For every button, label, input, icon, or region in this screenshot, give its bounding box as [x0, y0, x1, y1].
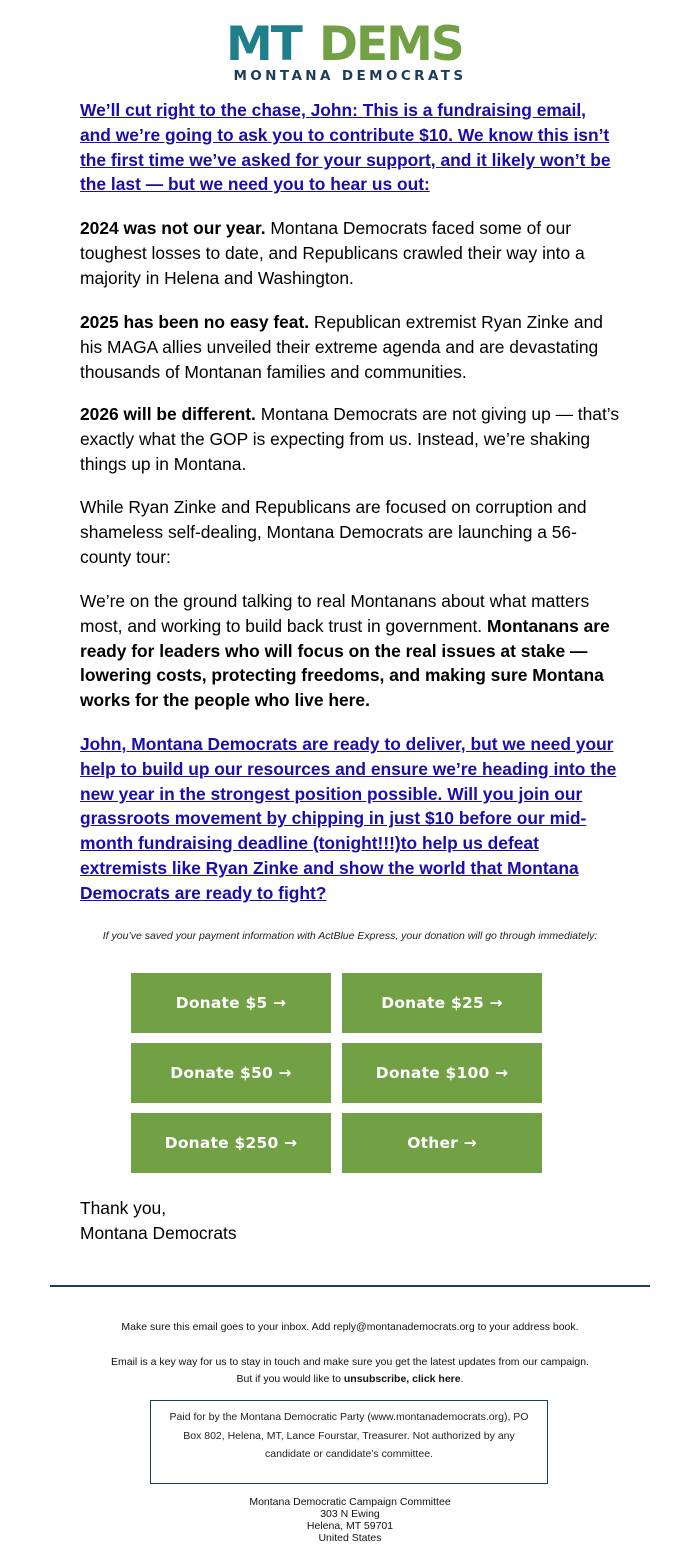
donate-100-button[interactable]: Donate $100 →: [342, 1043, 542, 1103]
paragraph-ground-bold: Montanans are ready for leaders who will focus on the real issues at stake — lowering costs, protecting freedoms, and making sure Montana works for the people who live here.: [80, 615, 610, 711]
donate-other-button[interactable]: Other →: [342, 1113, 542, 1173]
unsubscribe-prefix: But if you would like to: [236, 1373, 344, 1385]
unsubscribe-note: [0, 1354, 700, 1388]
address-line-org: Montana Democratic Campaign Committee: [249, 1496, 451, 1508]
logo-dems-text: DEMS: [319, 22, 463, 62]
donate-50-button[interactable]: Donate $50 →: [131, 1043, 331, 1103]
unsubscribe-line: [0, 1371, 700, 1388]
logo-mt-text: MT: [226, 22, 301, 62]
footer-divider: [50, 1285, 650, 1287]
unsubscribe-suffix: .: [460, 1373, 464, 1385]
paragraph-2026-text: Montana Democrats are not giving up — that’s exactly what the GOP is expecting from us. Instead, we’re shaking things up in Montana.: [80, 404, 620, 474]
signoff-sender: Montana Democrats: [80, 1222, 237, 1243]
paragraph-2026-bold: 2026 will be different.: [80, 404, 256, 424]
paragraph-2025-bold: 2025 has been no easy feat.: [80, 312, 310, 332]
stay-in-touch-text: Email is a key way for us to stay in touch and make sure you get the latest updates from our campaign.: [111, 1356, 589, 1368]
paragraph-ground: [80, 589, 620, 713]
mailing-address: [0, 1496, 700, 1544]
signoff-thanks: Thank you,: [80, 1198, 167, 1218]
paragraph-2024-text: Montana Democrats faced some of our toughest losses to date, and Republicans crawled their way into a majority in Helena and Washington.: [80, 218, 585, 288]
paid-for-disclaimer: Paid for by the Montana Democratic Party (www.montanademocrats.org), PO Box 802, Helena, MT, Lance Fourstar, Treasurer. Not authorized by any candidate or candidate’s committee.: [150, 1400, 548, 1484]
address-line-street: 303 N Ewing: [320, 1508, 380, 1520]
intro-link[interactable]: We’ll cut right to the chase, John: This is a fundraising email, and we’re going to ask you to contribute $10. We know this isn’t the first time we’ve asked for your support, and it likely won’t be the last — but we need you to hear us out:: [80, 100, 611, 195]
donate-250-button[interactable]: Donate $250 →: [131, 1113, 331, 1173]
paragraph-2025-text: Republican extremist Ryan Zinke and his MAGA allies unveiled their extreme agenda and are devastating thousands of Montanan families and communities.: [80, 312, 603, 382]
paragraph-2026: [80, 402, 620, 476]
signoff: [80, 1196, 237, 1246]
paragraph-2024: [80, 216, 620, 290]
inbox-note: Make sure this email goes to your inbox. Add reply@montanademocrats.org to your address book.: [121, 1321, 579, 1333]
actblue-note: If you’ve saved your payment information with ActBlue Express, your donation will go through immediately:: [102, 930, 598, 942]
paragraph-2024-bold: 2024 was not our year.: [80, 218, 266, 238]
logo-subtitle: MONTANA DEMOCRATS: [233, 68, 467, 84]
donate-25-button[interactable]: Donate $25 →: [342, 973, 542, 1033]
ask-link[interactable]: John, Montana Democrats are ready to deliver, but we need your help to build up our resources and ensure we’re heading into the new year in the strongest position possible. Will you join our grassroots movement by chipping in just $10 before our mid-month fundraising deadline (tonight!!!)to help us defeat extremists like Ryan Zinke and show the world that Montana Democrats are ready to fight?: [80, 734, 617, 903]
address-line-country: United States: [318, 1532, 382, 1544]
unsubscribe-link[interactable]: unsubscribe, click here: [343, 1373, 461, 1385]
header-logo[interactable]: [0, 22, 700, 84]
address-line-city: Helena, MT 59701: [306, 1520, 394, 1532]
paragraph-2025: [80, 310, 620, 384]
montana-dems-logo: [225, 22, 475, 62]
paragraph-ground-text: We’re on the ground talking to real Montanans about what matters most, and working to build back trust in government.: [80, 591, 590, 636]
donate-5-button[interactable]: Donate $5 →: [131, 973, 331, 1033]
paragraph-tour: While Ryan Zinke and Republicans are focused on corruption and shameless self-dealing, Montana Democrats are launching a 56-county tour:: [80, 497, 587, 567]
